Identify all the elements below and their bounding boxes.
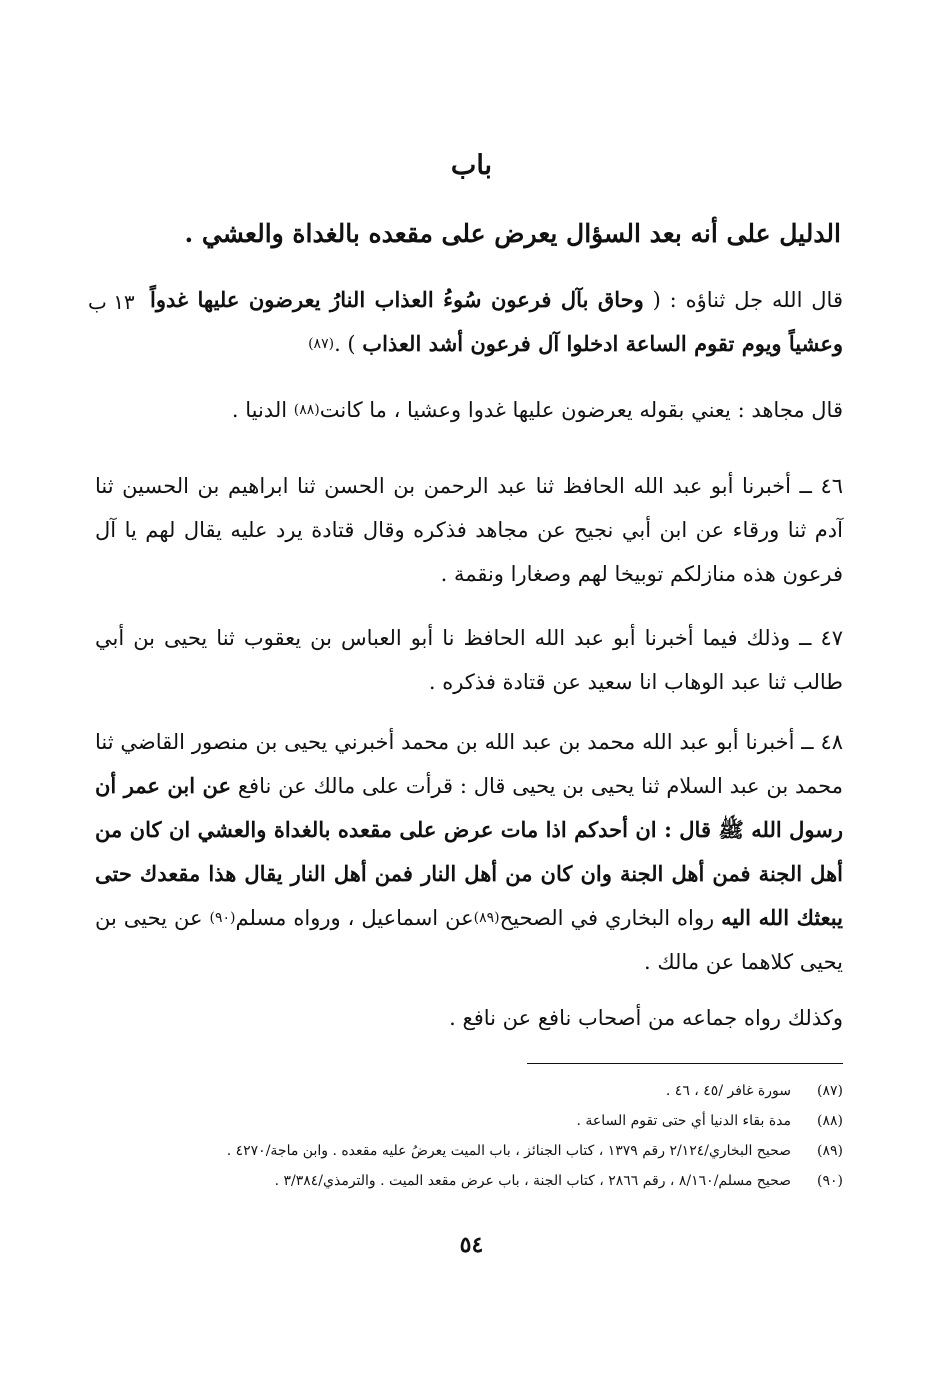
hadith-47-text: ٤٧ ــ وذلك فيما أخبرنا أبو عبد الله الحافظ نا أبو العباس بن يعقوب ثنا يحيى بن أبي طالب ثنا عبد الوهاب انا سعيد عن قتادة فذكره . — [95, 626, 843, 694]
hadith-48-source-3: عن يحيى بن يحيى كلاهما عن مالك . — [95, 906, 843, 974]
footnote-number: (٨٨) — [817, 1113, 843, 1129]
section-heading: الدليل على أنه بعد السؤال يعرض على مقعده بالغداة والعشي . — [184, 219, 841, 248]
footnote-ref-89: (٨٩) — [473, 910, 500, 926]
footnote-ref-90: (٩٠) — [209, 910, 236, 926]
hadith-46-text: ٤٦ ــ أخبرنا أبو عبد الله الحافظ ثنا عبد الرحمن بن الحسن ثنا ابراهيم بن الحسين ثنا آدم ثنا ورقاء عن ابن أبي نجيح عن مجاهد فذكره وقال قتادة يرد عليه يقال لهم يا آل فرعون هذه منازلكم توبيخا لهم وصغارا ونقمة . — [95, 474, 843, 586]
closing-text: وكذلك رواه جماعه من أصحاب نافع عن نافع . — [449, 1006, 843, 1030]
mujahid-text-1: قال مجاهد : يعني بقوله يعرضون عليها غدوا وعشيا ، ما كانت — [319, 398, 843, 422]
quranic-verse-paragraph — [150, 278, 843, 366]
footnote-number: (٩٠) — [817, 1173, 843, 1189]
verse-text: وحاق بآل فرعون سُوءُ العذاب النارُ يعرضون عليها غدواً وعشياً ويوم تقوم الساعة ادخلوا آل فرعون أشد العذاب — [150, 287, 843, 356]
footnote-90 — [160, 1166, 843, 1196]
hadith-48-source-2: عن اسماعيل ، ورواه مسلم — [235, 906, 474, 930]
hadith-48-matn: عن ابن عمر أن رسول الله ﷺ قال : ان أحدكم اذا مات عرض على مقعده بالغداة والعشي ان كان من أهل الجنة فمن أهل الجنة وان كان من أهل النار فمن أهل النار يقال هذا مقعدك حتى يبعثك الله اليه — [95, 773, 843, 930]
manuscript-folio-note: ١٣ ب — [88, 290, 135, 314]
footnote-divider — [527, 1063, 843, 1064]
footnote-ref-87: (٨٧) — [308, 336, 335, 352]
hadith-46 — [95, 464, 843, 596]
footnote-number: (٨٩) — [817, 1143, 843, 1159]
footnote-ref-88: (٨٨) — [293, 402, 320, 418]
footnote-number: (٨٧) — [817, 1083, 843, 1099]
footnote-87 — [160, 1076, 843, 1106]
footnote-text: صحيح البخاري/٢/١٢٤ رقم ١٣٧٩ ، كتاب الجنائز ، باب الميت يعرضُ عليه مقعده . وابن ماجة/٤٢٧٠ . — [226, 1143, 791, 1159]
closing-paragraph — [95, 996, 843, 1040]
verse-close: ) . — [334, 332, 356, 356]
mujahid-text-2: الدنيا . — [231, 398, 288, 422]
footnotes — [160, 1076, 843, 1196]
mujahid-paragraph — [95, 388, 843, 432]
page-number: ٥٤ — [459, 1232, 484, 1258]
footnote-text: صحيح مسلم/٨/١٦٠ ، رقم ٢٨٦٦ ، كتاب الجنة ، باب عرض مقعد الميت . والترمذي/٣/٣٨٤ . — [274, 1173, 791, 1189]
verse-intro: قال الله جل ثناؤه : ( — [652, 288, 843, 312]
hadith-48 — [95, 720, 843, 984]
hadith-47 — [95, 616, 843, 704]
hadith-48-source: رواه البخاري في الصحيح — [499, 906, 715, 930]
footnote-text: مدة بقاء الدنيا أي حتى تقوم الساعة . — [576, 1113, 791, 1129]
chapter-title: باب — [450, 150, 493, 181]
hadith-48-isnad: ٤٨ ــ أخبرنا أبو عبد الله محمد بن عبد الله بن محمد أخبرني يحيى بن منصور القاضي ثنا محمد بن عبد السلام ثنا يحيى بن يحيى قال : قرأت على مالك عن نافع — [95, 730, 843, 798]
footnote-88 — [160, 1106, 843, 1136]
footnote-text: سورة غافر /٤٥ ، ٤٦ . — [665, 1083, 791, 1099]
footnote-89 — [160, 1136, 843, 1166]
